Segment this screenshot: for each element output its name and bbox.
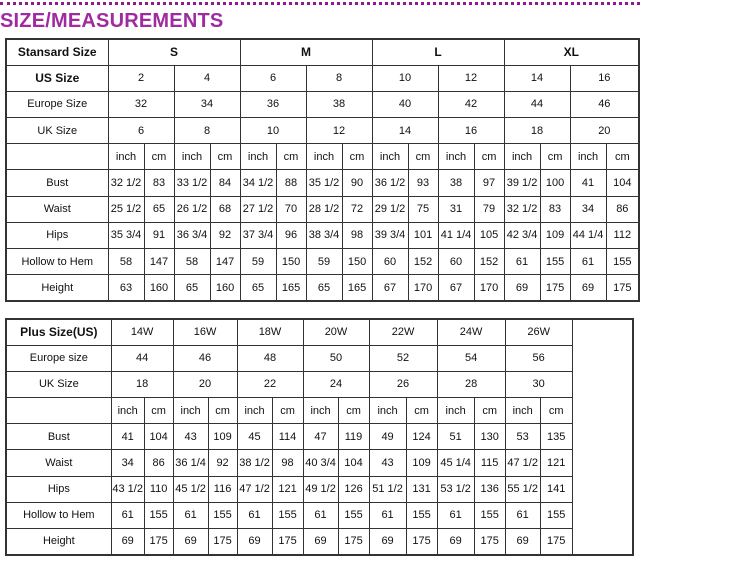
plus-measurement-cell: 45 1/2 — [173, 476, 208, 502]
measurement-cell: 152 — [474, 249, 504, 275]
measurement-cell: 86 — [606, 196, 639, 222]
plus-uk-row — [6, 371, 633, 397]
plus-measurement-cell: 175 — [338, 529, 369, 555]
europe-size-cell: 34 — [174, 91, 240, 117]
size-group-header: XL — [504, 39, 639, 65]
unit-inch-cell: inch — [173, 398, 208, 424]
measurement-label: Bust — [6, 170, 108, 196]
measurement-row — [6, 249, 639, 275]
measurement-cell: 28 1/2 — [306, 196, 342, 222]
plus-measurement-cell: 61 — [173, 502, 208, 528]
plus-measurement-cell: 175 — [406, 529, 437, 555]
measurement-cell: 32 1/2 — [504, 196, 540, 222]
plus-size-cell: 16W — [173, 319, 237, 345]
unit-inch-cell: inch — [240, 144, 276, 170]
measurement-cell: 175 — [606, 275, 639, 301]
plus-measurement-cell: 121 — [272, 476, 303, 502]
plus-uk-cell: 24 — [303, 371, 369, 397]
measurement-cell: 104 — [606, 170, 639, 196]
measurement-cell: 147 — [144, 249, 174, 275]
plus-measurement-cell: 109 — [208, 424, 237, 450]
plus-measurement-cell: 69 — [303, 529, 338, 555]
measurement-cell: 165 — [342, 275, 372, 301]
unit-cm-cell: cm — [406, 398, 437, 424]
plus-uk-cell: 26 — [369, 371, 437, 397]
plus-uk-cell: 20 — [173, 371, 237, 397]
plus-measurement-cell: 155 — [406, 502, 437, 528]
unit-inch-cell: inch — [108, 144, 144, 170]
plus-size-cell: 24W — [437, 319, 505, 345]
measurement-cell: 34 1/2 — [240, 170, 276, 196]
plus-measurement-cell: 61 — [505, 502, 540, 528]
unit-cm-cell: cm — [606, 144, 639, 170]
plus-measurement-cell: 43 — [369, 450, 406, 476]
unit-cm-cell: cm — [474, 144, 504, 170]
unit-inch-cell: inch — [505, 398, 540, 424]
europe-size-cell: 44 — [504, 91, 570, 117]
unit-inch-cell: inch — [303, 398, 338, 424]
unit-inch-cell: inch — [174, 144, 210, 170]
measurement-cell: 160 — [210, 275, 240, 301]
measurement-cell: 38 — [438, 170, 474, 196]
plus-blank-column — [572, 319, 633, 555]
plus-header-label: Plus Size(US) — [6, 319, 111, 345]
measurement-cell: 41 — [570, 170, 606, 196]
measurement-cell: 31 — [438, 196, 474, 222]
plus-measurement-cell: 49 1/2 — [303, 476, 338, 502]
measurement-label: Hollow to Hem — [6, 249, 108, 275]
plus-unit-row-label — [6, 398, 111, 424]
plus-uk-cell: 30 — [505, 371, 572, 397]
plus-uk-cell: 28 — [437, 371, 505, 397]
size-group-header: M — [240, 39, 372, 65]
plus-measurement-cell: 55 1/2 — [505, 476, 540, 502]
plus-measurement-row — [6, 424, 633, 450]
measurement-cell: 65 — [144, 196, 174, 222]
unit-cm-cell: cm — [208, 398, 237, 424]
us-size-cell: 6 — [240, 65, 306, 91]
measurement-cell: 72 — [342, 196, 372, 222]
measurement-cell: 29 1/2 — [372, 196, 408, 222]
plus-measurement-cell: 45 1/4 — [437, 450, 474, 476]
measurement-cell: 39 3/4 — [372, 222, 408, 248]
measurement-cell: 75 — [408, 196, 438, 222]
unit-cm-cell: cm — [276, 144, 306, 170]
plus-uk-label: UK Size — [6, 371, 111, 397]
measurement-cell: 65 — [240, 275, 276, 301]
measurement-cell: 100 — [540, 170, 570, 196]
unit-inch-cell: inch — [438, 144, 474, 170]
plus-measurement-cell: 53 1/2 — [437, 476, 474, 502]
plus-size-cell: 14W — [111, 319, 173, 345]
measurement-cell: 39 1/2 — [504, 170, 540, 196]
measurement-cell: 63 — [108, 275, 144, 301]
plus-measurement-cell: 124 — [406, 424, 437, 450]
us-size-cell: 12 — [438, 65, 504, 91]
plus-measurement-cell: 61 — [237, 502, 272, 528]
plus-measurement-cell: 116 — [208, 476, 237, 502]
measurement-cell: 32 1/2 — [108, 170, 144, 196]
measurement-cell: 35 1/2 — [306, 170, 342, 196]
measurement-cell: 69 — [570, 275, 606, 301]
plus-measurement-cell: 45 — [237, 424, 272, 450]
plus-measurement-row — [6, 476, 633, 502]
plus-measurement-cell: 36 1/4 — [173, 450, 208, 476]
plus-measurement-cell: 69 — [505, 529, 540, 555]
unit-inch-cell: inch — [437, 398, 474, 424]
measurement-cell: 36 3/4 — [174, 222, 210, 248]
plus-measurement-cell: 61 — [111, 502, 144, 528]
plus-measurement-label: Bust — [6, 424, 111, 450]
plus-europe-cell: 48 — [237, 345, 303, 371]
plus-europe-cell: 50 — [303, 345, 369, 371]
measurement-cell: 58 — [174, 249, 210, 275]
plus-measurement-label: Hips — [6, 476, 111, 502]
plus-europe-label: Europe size — [6, 345, 111, 371]
measurement-cell: 105 — [474, 222, 504, 248]
plus-measurement-cell: 175 — [144, 529, 173, 555]
measurement-cell: 60 — [372, 249, 408, 275]
plus-measurement-cell: 155 — [208, 502, 237, 528]
measurement-cell: 68 — [210, 196, 240, 222]
europe-size-cell: 42 — [438, 91, 504, 117]
measurement-row — [6, 170, 639, 196]
plus-measurement-cell: 155 — [474, 502, 505, 528]
measurement-row — [6, 275, 639, 301]
unit-inch-cell: inch — [372, 144, 408, 170]
measurement-cell: 33 1/2 — [174, 170, 210, 196]
plus-measurement-cell: 119 — [338, 424, 369, 450]
europe-size-cell: 32 — [108, 91, 174, 117]
unit-inch-cell: inch — [570, 144, 606, 170]
plus-measurement-cell: 104 — [144, 424, 173, 450]
measurement-cell: 112 — [606, 222, 639, 248]
plus-measurement-cell: 141 — [540, 476, 572, 502]
measurement-label: Height — [6, 275, 108, 301]
measurement-cell: 83 — [540, 196, 570, 222]
size-group-header: L — [372, 39, 504, 65]
plus-measurement-cell: 43 — [173, 424, 208, 450]
us-size-cell: 2 — [108, 65, 174, 91]
unit-inch-cell: inch — [504, 144, 540, 170]
measurement-cell: 61 — [504, 249, 540, 275]
measurement-cell: 152 — [408, 249, 438, 275]
measurement-cell: 79 — [474, 196, 504, 222]
plus-measurement-cell: 130 — [474, 424, 505, 450]
plus-measurement-cell: 175 — [474, 529, 505, 555]
plus-measurement-label: Height — [6, 529, 111, 555]
plus-uk-cell: 18 — [111, 371, 173, 397]
measurement-cell: 35 3/4 — [108, 222, 144, 248]
measurement-cell: 61 — [570, 249, 606, 275]
plus-measurement-cell: 109 — [406, 450, 437, 476]
plus-measurement-cell: 69 — [437, 529, 474, 555]
plus-measurement-cell: 41 — [111, 424, 144, 450]
measurement-cell: 67 — [438, 275, 474, 301]
unit-cm-cell: cm — [474, 398, 505, 424]
measurement-cell: 98 — [342, 222, 372, 248]
plus-measurement-row — [6, 450, 633, 476]
unit-cm-cell: cm — [408, 144, 438, 170]
europe-size-cell: 38 — [306, 91, 372, 117]
measurement-cell: 175 — [540, 275, 570, 301]
unit-inch-cell: inch — [111, 398, 144, 424]
plus-measurement-cell: 69 — [369, 529, 406, 555]
uk-size-label: UK Size — [6, 118, 108, 144]
unit-cm-cell: cm — [144, 398, 173, 424]
europe-size-cell: 46 — [570, 91, 639, 117]
plus-measurement-cell: 114 — [272, 424, 303, 450]
plus-measurement-cell: 51 1/2 — [369, 476, 406, 502]
unit-row-label — [6, 144, 108, 170]
unit-cm-cell: cm — [342, 144, 372, 170]
plus-measurement-cell: 69 — [173, 529, 208, 555]
measurement-cell: 36 1/2 — [372, 170, 408, 196]
plus-europe-cell: 54 — [437, 345, 505, 371]
us-size-cell: 4 — [174, 65, 240, 91]
uk-size-cell: 14 — [372, 118, 438, 144]
plus-size-cell: 20W — [303, 319, 369, 345]
measurement-cell: 92 — [210, 222, 240, 248]
unit-inch-cell: inch — [369, 398, 406, 424]
measurement-row — [6, 222, 639, 248]
plus-size-table — [5, 318, 634, 556]
uk-size-cell: 10 — [240, 118, 306, 144]
measurement-label: Waist — [6, 196, 108, 222]
unit-cm-cell: cm — [540, 398, 572, 424]
us-size-cell: 8 — [306, 65, 372, 91]
plus-measurement-cell: 47 1/2 — [505, 450, 540, 476]
size-group-row — [6, 39, 639, 65]
plus-measurement-label: Hollow to Hem — [6, 502, 111, 528]
measurement-cell: 58 — [108, 249, 144, 275]
plus-measurement-cell: 51 — [437, 424, 474, 450]
uk-size-cell: 16 — [438, 118, 504, 144]
plus-measurement-cell: 155 — [272, 502, 303, 528]
uk-size-row — [6, 118, 639, 144]
plus-measurement-label: Waist — [6, 450, 111, 476]
page-title: SIZE/MEASUREMENTS — [0, 10, 224, 32]
measurement-cell: 41 1/4 — [438, 222, 474, 248]
uk-size-cell: 6 — [108, 118, 174, 144]
plus-measurement-cell: 104 — [338, 450, 369, 476]
plus-measurement-cell: 126 — [338, 476, 369, 502]
measurement-cell: 34 — [570, 196, 606, 222]
measurement-cell: 69 — [504, 275, 540, 301]
measurement-cell: 170 — [408, 275, 438, 301]
measurement-cell: 93 — [408, 170, 438, 196]
measurement-cell: 60 — [438, 249, 474, 275]
plus-measurement-cell: 155 — [338, 502, 369, 528]
europe-size-cell: 36 — [240, 91, 306, 117]
measurement-cell: 165 — [276, 275, 306, 301]
plus-measurement-cell: 61 — [303, 502, 338, 528]
measurement-cell: 59 — [306, 249, 342, 275]
unit-cm-cell: cm — [144, 144, 174, 170]
measurement-row — [6, 196, 639, 222]
measurement-cell: 42 3/4 — [504, 222, 540, 248]
plus-europe-row — [6, 345, 633, 371]
measurement-cell: 160 — [144, 275, 174, 301]
us-size-row — [6, 65, 639, 91]
plus-measurement-cell: 121 — [540, 450, 572, 476]
plus-europe-cell: 52 — [369, 345, 437, 371]
measurement-cell: 150 — [276, 249, 306, 275]
measurement-cell: 170 — [474, 275, 504, 301]
unit-cm-cell: cm — [272, 398, 303, 424]
unit-cm-cell: cm — [540, 144, 570, 170]
uk-size-cell: 20 — [570, 118, 639, 144]
measurement-cell: 25 1/2 — [108, 196, 144, 222]
plus-size-cell: 18W — [237, 319, 303, 345]
plus-measurement-cell: 47 — [303, 424, 338, 450]
measurement-cell: 101 — [408, 222, 438, 248]
plus-measurement-cell: 131 — [406, 476, 437, 502]
measurement-cell: 109 — [540, 222, 570, 248]
plus-europe-cell: 56 — [505, 345, 572, 371]
plus-unit-row — [6, 398, 633, 424]
measurement-cell: 88 — [276, 170, 306, 196]
measurement-cell: 147 — [210, 249, 240, 275]
plus-measurement-cell: 175 — [208, 529, 237, 555]
us-size-cell: 14 — [504, 65, 570, 91]
plus-measurement-row — [6, 529, 633, 555]
plus-measurement-cell: 110 — [144, 476, 173, 502]
measurement-cell: 44 1/4 — [570, 222, 606, 248]
measurement-cell: 37 3/4 — [240, 222, 276, 248]
measurement-cell: 155 — [606, 249, 639, 275]
measurement-cell: 65 — [306, 275, 342, 301]
plus-measurement-cell: 53 — [505, 424, 540, 450]
plus-size-cell: 26W — [505, 319, 572, 345]
plus-measurement-cell: 86 — [144, 450, 173, 476]
plus-measurement-cell: 34 — [111, 450, 144, 476]
plus-measurement-cell: 175 — [540, 529, 572, 555]
plus-measurement-cell: 175 — [272, 529, 303, 555]
plus-measurement-cell: 61 — [369, 502, 406, 528]
measurement-cell: 150 — [342, 249, 372, 275]
unit-row — [6, 144, 639, 170]
standard-size-table — [5, 38, 640, 302]
measurement-cell: 96 — [276, 222, 306, 248]
measurement-label: Hips — [6, 222, 108, 248]
uk-size-cell: 18 — [504, 118, 570, 144]
plus-measurement-cell: 43 1/2 — [111, 476, 144, 502]
measurement-cell: 65 — [174, 275, 210, 301]
plus-measurement-cell: 98 — [272, 450, 303, 476]
plus-measurement-cell: 49 — [369, 424, 406, 450]
measurement-cell: 91 — [144, 222, 174, 248]
unit-inch-cell: inch — [306, 144, 342, 170]
plus-europe-cell: 46 — [173, 345, 237, 371]
measurement-cell: 155 — [540, 249, 570, 275]
measurement-cell: 83 — [144, 170, 174, 196]
plus-measurement-cell: 38 1/2 — [237, 450, 272, 476]
plus-uk-cell: 22 — [237, 371, 303, 397]
measurement-cell: 26 1/2 — [174, 196, 210, 222]
measurement-cell: 84 — [210, 170, 240, 196]
uk-size-cell: 8 — [174, 118, 240, 144]
measurement-cell: 70 — [276, 196, 306, 222]
unit-cm-cell: cm — [338, 398, 369, 424]
measurement-cell: 90 — [342, 170, 372, 196]
unit-cm-cell: cm — [210, 144, 240, 170]
plus-measurement-cell: 69 — [237, 529, 272, 555]
measurement-cell: 67 — [372, 275, 408, 301]
plus-measurement-cell: 115 — [474, 450, 505, 476]
top-dotted-divider — [0, 2, 640, 5]
standard-header-label: Stansard Size — [6, 39, 108, 65]
us-size-cell: 16 — [570, 65, 639, 91]
us-size-label: US Size — [6, 65, 108, 91]
europe-size-row — [6, 91, 639, 117]
plus-size-row — [6, 319, 633, 345]
plus-measurement-cell: 40 3/4 — [303, 450, 338, 476]
plus-measurement-cell: 155 — [144, 502, 173, 528]
plus-measurement-cell: 47 1/2 — [237, 476, 272, 502]
plus-measurement-cell: 136 — [474, 476, 505, 502]
plus-measurement-cell: 92 — [208, 450, 237, 476]
plus-measurement-cell: 135 — [540, 424, 572, 450]
plus-measurement-cell: 61 — [437, 502, 474, 528]
plus-measurement-cell: 69 — [111, 529, 144, 555]
plus-size-cell: 22W — [369, 319, 437, 345]
uk-size-cell: 12 — [306, 118, 372, 144]
plus-measurement-cell: 155 — [540, 502, 572, 528]
size-group-header: S — [108, 39, 240, 65]
measurement-cell: 38 3/4 — [306, 222, 342, 248]
measurement-cell: 59 — [240, 249, 276, 275]
unit-inch-cell: inch — [237, 398, 272, 424]
europe-size-cell: 40 — [372, 91, 438, 117]
europe-size-label: Europe Size — [6, 91, 108, 117]
plus-europe-cell: 44 — [111, 345, 173, 371]
measurement-cell: 97 — [474, 170, 504, 196]
us-size-cell: 10 — [372, 65, 438, 91]
plus-measurement-row — [6, 502, 633, 528]
measurement-cell: 27 1/2 — [240, 196, 276, 222]
